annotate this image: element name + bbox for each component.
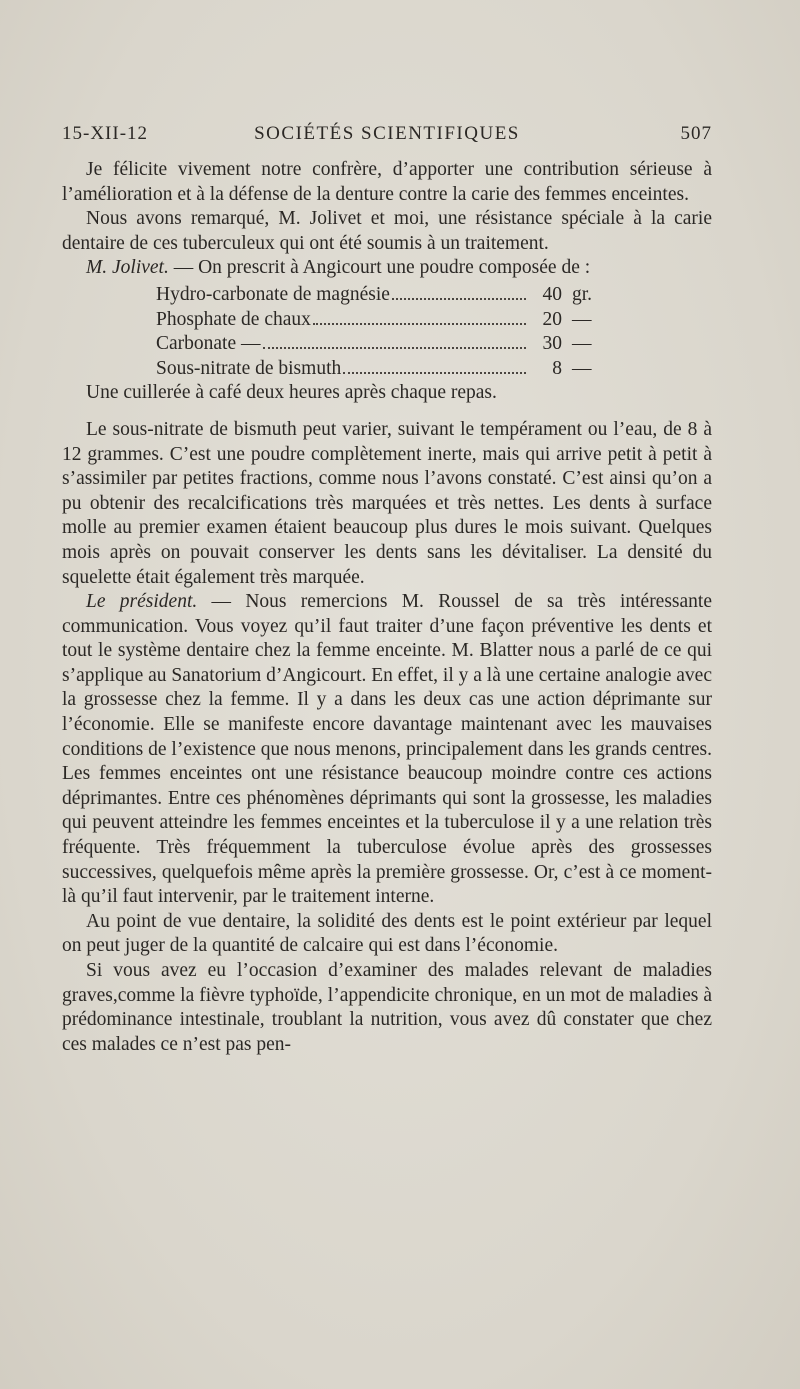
paragraph-bismuth: Le sous-nitrate de bismuth peut varier, suivant le tempérament ou l’eau, de 8 à 12 grammes. C’est une poudre complètement inerte, mais qui arrive petit à petit à s’assimiler par petites fractions, comme nous l’avons constaté. C’est ainsi qu’on a pu obtenir des recalcifications très marquées et très nettes. Les dents à surface molle au premier examen étaient beaucoup plus dures le mois suivant. Quelques mois après on pouvait conserver les dents sans les dévitaliser. La densité du squelette était également très marquée.: [62, 418, 712, 588]
leader-dots: [313, 323, 526, 325]
ingredient-unit: —: [572, 357, 592, 379]
ingredient-unit: —: [572, 308, 592, 330]
paragraph-jolivet: [62, 256, 712, 281]
prescription-table: [156, 283, 606, 381]
speaker-president: Le président.: [86, 591, 198, 613]
speaker-jolivet: M. Jolivet.: [86, 257, 169, 279]
paragraph-dosage: Une cuillerée à café deux heures après chaque repas.: [86, 382, 497, 404]
ingredient-quantity: 30: [542, 333, 562, 355]
jolivet-text: — On prescrit à Angicourt une poudre composée de :: [168, 257, 591, 279]
president-text: — Nous remercions M. Roussel de sa très intéressante communication. Vous voyez qu’il faut traiter d’une façon préventive les dents et tout le système dentaire chez la femme enceinte. M. Blatter nous a parlé de ce qui s’applique au Sanatorium d’Angicourt. En effet, il y a là une certaine analogie avec la grossesse chez la femme. Il y a dans les deux cas une action déprimante sur l’économie. Elle se manifeste encore davantage maintenant avec les mauvaises conditions de l’existence que nous menons, principalement dans les grands centres. Les femmes enceintes ont une résistance beaucoup moindre contre ces actions déprimantes. Entre ces phénomènes déprimants qui sont la grossesse, les maladies qui peuvent atteindre les femmes enceintes et la tuberculose il y a une relation très fréquente. Très fréquemment la tuberculose évolue après des grossesses successives, quelquefois même après la première grossesse. Or, c’est à ce moment-là qu’il faut intervenir, par le traitement interne.: [62, 591, 712, 908]
header-date: 15-XII-12: [62, 123, 149, 144]
paragraph-dentaire: Au point de vue dentaire, la solidité des dents est le point extérieur par lequel on peut juger de la quantité de calcaire qui est dans l’économie.: [62, 910, 712, 957]
ingredient-name: Phosphate de chaux: [156, 308, 311, 330]
paragraph-maladies: Si vous avez eu l’occasion d’examiner des malades relevant de maladies graves,comme la fièvre typhoïde, l’appendicite chronique, en un mot de maladies à prédominance intestinale, troublant la nutrition, vous avez dû constater que chez ces malades ce n’est pas pen-: [62, 960, 712, 1055]
running-header: [62, 123, 712, 147]
prescription-row: [156, 308, 606, 333]
ingredient-unit: —: [572, 333, 592, 355]
header-title: SOCIÉTÉS SCIENTIFIQUES: [254, 123, 520, 144]
paragraph-resistance: Nous avons remarqué, M. Jolivet et moi, une résistance spéciale à la carie dentaire de ces tuberculeux qui ont été soumis à un traitement.: [62, 208, 712, 254]
ingredient-name: Sous-nitrate de bismuth: [156, 357, 342, 379]
paragraph-president: [62, 590, 712, 910]
paragraph-felicitation: Je félicite vivement notre confrère, d’apporter une contribution sérieuse à l’amélioration et à la défense de la denture contre la carie des femmes enceintes.: [62, 159, 712, 205]
ingredient-quantity: 20: [542, 308, 562, 330]
page-body: [62, 158, 712, 1057]
ingredient-name: Hydro-carbonate de magnésie: [156, 283, 390, 305]
prescription-row: [156, 357, 606, 382]
leader-dots: [263, 347, 526, 349]
leader-dots: [343, 372, 526, 374]
prescription-row: [156, 283, 606, 308]
ingredient-quantity: 40: [542, 283, 562, 305]
ingredient-name: Carbonate —: [156, 333, 261, 355]
prescription-row: [156, 332, 606, 357]
ingredient-quantity: 8: [552, 357, 562, 379]
ingredient-unit: gr.: [572, 283, 593, 305]
paragraph-spacer: [62, 406, 712, 418]
leader-dots: [392, 298, 526, 300]
page-number: 507: [680, 123, 712, 144]
